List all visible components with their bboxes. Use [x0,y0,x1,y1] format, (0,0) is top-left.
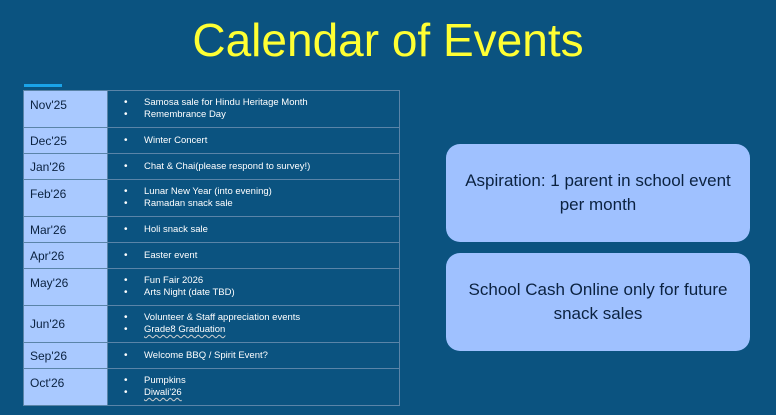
event-list [108,224,399,236]
month-cell [24,91,108,128]
event-list [108,312,399,336]
month-label: Jun'26 [30,317,65,331]
events-cell [108,154,400,180]
month-cell [24,306,108,343]
event-list [108,135,399,147]
school-cash-text: School Cash Online only for future snack sales [468,280,728,323]
aspiration-text: Aspiration: 1 parent in school event per month [465,171,731,214]
events-calendar-table [23,90,400,406]
event-item: • Chat & Chai(please respond to survey!) [144,161,399,173]
events-cell [108,269,400,306]
aspiration-box [446,144,750,242]
event-item-text: Grade8 Graduation [144,324,226,335]
month-label: Oct'26 [30,376,65,390]
slide-title: Calendar of Events [192,14,584,66]
event-list [108,375,399,399]
month-label: Apr'26 [30,248,65,263]
month-cell [24,343,108,369]
month-cell [24,154,108,180]
events-cell [108,306,400,343]
events-cell [108,128,400,154]
event-item-text: Diwali'26 [144,387,182,398]
school-cash-box [446,253,750,351]
event-list [108,186,399,210]
event-item: • Winter Concert [144,135,399,147]
month-label: May'26 [30,276,69,290]
month-cell [24,180,108,217]
events-cell [108,369,400,406]
event-item: • Easter event [144,250,399,262]
event-item: • Ramadan snack sale [144,198,399,210]
accent-line [24,84,62,87]
month-cell [24,269,108,306]
table-row [24,180,400,217]
event-list [108,350,399,362]
table-row [24,128,400,154]
month-label: Nov'25 [30,98,67,112]
event-item [144,387,399,399]
event-list [108,161,399,173]
event-item: • Arts Night (date TBD) [144,287,399,299]
events-cell [108,91,400,128]
event-item [144,324,399,336]
table-row [24,243,400,269]
events-cell [108,217,400,243]
table-row [24,343,400,369]
event-list [108,250,399,262]
event-item: • Pumpkins [144,375,399,387]
event-item: • Holi snack sale [144,224,399,236]
event-item: • Welcome BBQ / Spirit Event? [144,350,399,362]
event-item: • Volunteer & Staff appreciation events [144,312,399,324]
event-item: • Fun Fair 2026 [144,275,399,287]
table-row [24,217,400,243]
month-label: Feb'26 [30,187,67,201]
table-row [24,269,400,306]
table-row [24,154,400,180]
events-cell [108,343,400,369]
month-cell [24,369,108,406]
month-label: Sep'26 [30,348,67,363]
events-cell [108,243,400,269]
table-row [24,306,400,343]
event-item: • Samosa sale for Hindu Heritage Month [144,97,399,109]
month-cell [24,243,108,269]
month-cell [24,217,108,243]
table-row [24,91,400,128]
month-label: Jan'26 [30,159,65,174]
month-label: Mar'26 [30,222,67,237]
month-cell [24,128,108,154]
event-item: • Lunar New Year (into evening) [144,186,399,198]
table-row [24,369,400,406]
event-item: • Remembrance Day [144,109,399,121]
event-list [108,97,399,121]
month-label: Dec'25 [30,133,67,148]
events-cell [108,180,400,217]
event-list [108,275,399,299]
